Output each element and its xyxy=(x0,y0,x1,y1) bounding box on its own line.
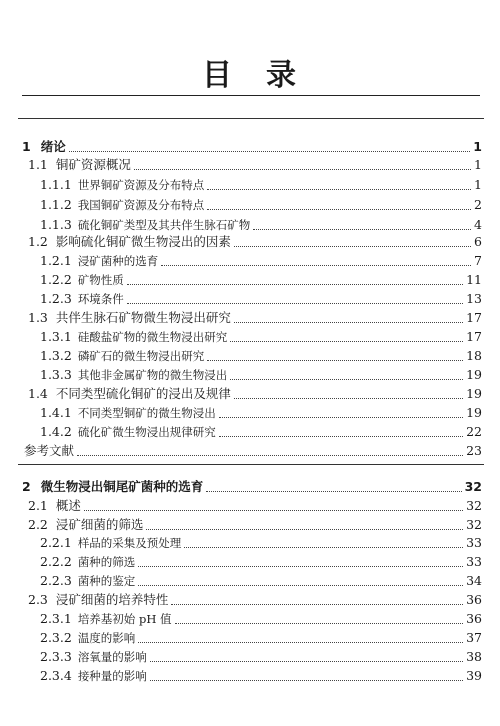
toc-entry[interactable] xyxy=(40,403,482,423)
toc-entry[interactable] xyxy=(40,666,482,686)
toc-entry-page-number: 13 xyxy=(466,291,482,306)
toc-entry-title: 其他非金属矿物的微生物浸出 xyxy=(77,368,228,382)
page-title: 目 录 xyxy=(202,58,298,93)
toc-entry[interactable] xyxy=(40,346,482,366)
toc-entry-title: 温度的影响 xyxy=(77,631,136,645)
toc-entry[interactable] xyxy=(40,552,482,572)
toc-entry[interactable] xyxy=(40,251,482,271)
dot-leader xyxy=(138,554,463,567)
toc-entry[interactable] xyxy=(40,175,482,195)
toc-entry-title: 不同类型硫化铜矿的浸出及规律 xyxy=(55,386,231,401)
toc-entry-number: 2 xyxy=(22,479,31,494)
toc-entry[interactable] xyxy=(40,365,482,385)
dot-leader xyxy=(69,139,471,152)
toc-entry-page-number: 36 xyxy=(466,592,482,607)
toc-entry[interactable] xyxy=(40,609,482,629)
toc-entry[interactable] xyxy=(28,590,482,610)
toc-entry-number: 1.1.2 xyxy=(40,197,72,212)
toc-entry-title: 我国铜矿资源及分布特点 xyxy=(77,198,205,212)
dot-leader xyxy=(134,157,471,170)
toc-entry-number: 2.2.1 xyxy=(40,535,72,550)
dot-leader xyxy=(206,479,461,492)
toc-entry-number: 2.1 xyxy=(28,498,48,513)
toc-entry-page-number: 7 xyxy=(474,253,482,268)
chapter-2-separator xyxy=(18,464,484,465)
toc-entry[interactable] xyxy=(28,515,482,535)
toc-entry-page-number: 1 xyxy=(473,139,482,154)
toc-entry-title: 绪论 xyxy=(40,139,66,154)
toc-entry-number: 1.4 xyxy=(28,386,48,401)
toc-entry-page-number: 2 xyxy=(474,197,482,212)
toc-entry-number: 1.2 xyxy=(28,234,48,249)
toc-entry-number: 2.2.3 xyxy=(40,573,72,588)
toc-entry-title: 硅酸盐矿物的微生物浸出研究 xyxy=(77,330,228,344)
toc-entry-page-number: 6 xyxy=(474,234,482,249)
toc-entry[interactable] xyxy=(40,270,482,290)
dot-leader xyxy=(234,310,463,323)
toc-entry-page-number: 19 xyxy=(466,367,482,382)
dot-leader xyxy=(253,217,471,230)
toc-entry[interactable] xyxy=(28,155,482,175)
toc-entry-title: 世界铜矿资源及分布特点 xyxy=(77,178,205,192)
dot-leader xyxy=(171,592,463,605)
toc-entry-page-number: 32 xyxy=(466,517,482,532)
toc-entry-page-number: 22 xyxy=(466,424,482,439)
toc-entry-title: 不同类型铜矿的微生物浸出 xyxy=(77,406,216,420)
dot-leader xyxy=(150,668,463,681)
toc-entry-number: 1 xyxy=(22,139,31,154)
toc-entry-number: 1.1.1 xyxy=(40,177,72,192)
dot-leader xyxy=(138,630,463,643)
toc-entry[interactable] xyxy=(40,327,482,347)
toc-entry-title: 共伴生脉石矿物微生物浸出研究 xyxy=(55,310,231,325)
toc-entry-page-number: 4 xyxy=(474,217,482,232)
toc-entry[interactable] xyxy=(28,384,482,404)
toc-entry[interactable] xyxy=(40,628,482,648)
dot-leader xyxy=(207,348,463,361)
dot-leader xyxy=(219,405,463,418)
toc-entry-number: 1.3.2 xyxy=(40,348,72,363)
toc-entry-number: 1.2.3 xyxy=(40,291,72,306)
toc-entry[interactable] xyxy=(22,137,482,157)
toc-entry-title: 浸矿菌种的选育 xyxy=(77,254,159,268)
toc-entry-number: 1.3.3 xyxy=(40,367,72,382)
toc-entry-number: 1.3.1 xyxy=(40,329,72,344)
toc-entry[interactable] xyxy=(22,477,482,497)
toc-entry[interactable] xyxy=(28,496,482,516)
toc-entry-title: 菌种的鉴定 xyxy=(77,574,136,588)
toc-entry-page-number: 34 xyxy=(466,573,482,588)
toc-entry-number: 2.3.2 xyxy=(40,630,72,645)
toc-entry-number: 1.1.3 xyxy=(40,217,72,232)
toc-entry-page-number: 17 xyxy=(466,329,482,344)
toc-entry[interactable] xyxy=(40,195,482,215)
toc-entry-page-number: 23 xyxy=(466,443,482,458)
toc-entry-page-number: 19 xyxy=(466,405,482,420)
toc-entry-page-number: 36 xyxy=(466,611,482,626)
toc-entry-title: 浸矿细菌的培养特性 xyxy=(55,592,169,607)
dot-leader xyxy=(207,197,471,210)
toc-entry-page-number: 39 xyxy=(466,668,482,683)
dot-leader xyxy=(84,498,463,511)
toc-entry-number: 1.4.1 xyxy=(40,405,72,420)
title-underline xyxy=(22,95,480,96)
toc-entry-title: 菌种的筛选 xyxy=(77,555,136,569)
toc-entry-title: 磷矿石的微生物浸出研究 xyxy=(77,349,205,363)
toc-entry-number: 2.2.2 xyxy=(40,554,72,569)
toc-entry-page-number: 11 xyxy=(466,272,482,287)
toc-entry-number: 1.1 xyxy=(28,157,48,172)
toc-entry[interactable] xyxy=(40,571,482,591)
toc-entry-page-number: 32 xyxy=(464,479,482,494)
dot-leader xyxy=(150,649,463,662)
toc-entry-number: 1.3 xyxy=(28,310,48,325)
toc-entry-title: 样品的采集及预处理 xyxy=(77,536,182,550)
dot-leader xyxy=(230,367,463,380)
toc-entry-page-number: 17 xyxy=(466,310,482,325)
toc-entry-page-number: 1 xyxy=(474,177,482,192)
toc-entry-number: 2.3.4 xyxy=(40,668,72,683)
toc-entry-title: 影响硫化铜矿微生物浸出的因素 xyxy=(55,234,231,249)
dot-leader xyxy=(234,234,471,247)
dot-leader xyxy=(184,535,463,548)
toc-entry-number: 2.3.3 xyxy=(40,649,72,664)
dot-leader xyxy=(175,611,464,624)
toc-entry[interactable] xyxy=(40,422,482,442)
toc-entry-title: 铜矿资源概况 xyxy=(55,157,131,172)
toc-entry-number: 1.2.1 xyxy=(40,253,72,268)
toc-entry-title: 浸矿细菌的筛选 xyxy=(55,517,144,532)
toc-entry-title: 培养基初始 pH 值 xyxy=(77,612,172,626)
toc-entry-page-number: 32 xyxy=(466,498,482,513)
toc-entry-title: 硫化铜矿类型及其共伴生脉石矿物 xyxy=(77,218,251,232)
toc-entry-number: 1.2.2 xyxy=(40,272,72,287)
dot-leader xyxy=(230,329,463,342)
toc-entry-title: 环境条件 xyxy=(77,292,124,306)
toc-entry-page-number: 37 xyxy=(466,630,482,645)
toc-entry-title: 参考文献 xyxy=(24,443,75,458)
dot-leader xyxy=(138,573,463,586)
dot-leader xyxy=(146,517,463,530)
toc-entry-number: 2.3 xyxy=(28,592,48,607)
dot-leader xyxy=(127,291,463,304)
toc-entry-title: 溶氧量的影响 xyxy=(77,650,147,664)
toc-entry-title: 矿物性质 xyxy=(77,273,124,287)
toc-entry[interactable] xyxy=(24,441,482,461)
toc-entry[interactable] xyxy=(40,289,482,309)
dot-leader xyxy=(219,424,463,437)
toc-entry-page-number: 38 xyxy=(466,649,482,664)
toc-entry-number: 2.2 xyxy=(28,517,48,532)
toc-entry-title: 接种量的影响 xyxy=(77,669,147,683)
chapter-1-separator xyxy=(18,118,484,119)
toc-entry-number: 2.3.1 xyxy=(40,611,72,626)
toc-entry[interactable] xyxy=(40,533,482,553)
toc-entry-page-number: 18 xyxy=(466,348,482,363)
dot-leader xyxy=(127,272,463,285)
toc-entry[interactable] xyxy=(28,232,482,252)
toc-entry[interactable] xyxy=(28,308,482,328)
toc-entry-page-number: 33 xyxy=(466,554,482,569)
dot-leader xyxy=(234,386,463,399)
toc-entry-number: 1.4.2 xyxy=(40,424,72,439)
toc-entry-title: 硫化矿微生物浸出规律研究 xyxy=(77,425,216,439)
toc-entry-page-number: 33 xyxy=(466,535,482,550)
toc-entry[interactable] xyxy=(40,647,482,667)
toc-entry-title: 概述 xyxy=(55,498,81,513)
dot-leader xyxy=(161,253,471,266)
dot-leader xyxy=(77,443,463,456)
dot-leader xyxy=(207,177,471,190)
toc-entry-page-number: 19 xyxy=(466,386,482,401)
toc-entry-title: 微生物浸出铜尾矿菌种的选育 xyxy=(40,479,204,494)
toc-entry-page-number: 1 xyxy=(474,157,482,172)
